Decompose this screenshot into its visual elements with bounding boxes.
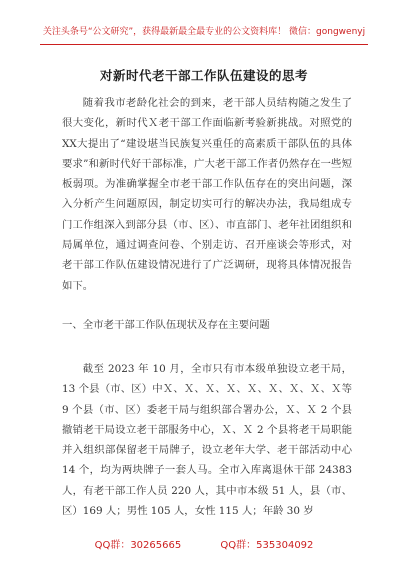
header-banner: 关注头条号“公文研究”，获得最新最全最专业的公文资料库！ 微信：gongwenyj xyxy=(42,27,366,37)
paragraph-intro xyxy=(62,93,352,296)
document-title: 对新时代老干部工作队伍建设的思考 xyxy=(99,68,308,83)
footer-qq-groups xyxy=(0,534,408,551)
section-heading: 一、全市老干部工作队伍现状及存在主要问题 xyxy=(62,319,270,331)
paragraph-intro-text: 随着我市老龄化社会的到来，老干部人员结构随之发生了很大变化，新时代Ｘ老干部工作面临新考验新挑战。对照党的XX大提出了“建设堪当民族复兴重任的高素质干部队伍的具体要求”和新时代好干部标准，广大老干部工作者仍然存在一些短板弱项。为准确掌握全市老干部工作队伍存在的突出问题，深入分析产生问题原因，制定切实可行的解决办法，我局组成专门工作组深入到部分县（市、区）、市直部门、老年社团组织和局属单位，通过调查问卷、个别走访、召开座谈会等形式，对老干部工作队伍建设情况进行了广泛调研，现将具体情况报告如下。 xyxy=(62,97,352,292)
qq-group-2: QQ群：535304092 xyxy=(220,540,314,551)
paragraph-status-text: 截至 2023 年 10 月，全市只有市本级单独设立老干局，13 个县（市、区）中Ｘ、Ｘ、Ｘ、Ｘ、Ｘ、Ｘ、Ｘ、Ｘ、Ｘ等 9 个县（市、区）委老干局与组织部合署办公，Ｘ、Ｘ 2 个县撤销老干局设立老干部服务中心，Ｘ、Ｘ 2 个县将老干局职能并入组织部保留老干局牌子，设立老年大学、老干部活动中心 14 个，均为两块牌子一套人马。全市入库离退休干部 24383 人，有老干部工作人员 220 人，其中市本级 51 人，县（市、区）169 人；男性 105 人，女性 115 人；年龄 30 岁 xyxy=(62,363,352,518)
paragraph-status xyxy=(62,359,352,559)
qq-group-1: QQ群：30265665 xyxy=(94,540,182,551)
header-divider xyxy=(40,44,368,45)
